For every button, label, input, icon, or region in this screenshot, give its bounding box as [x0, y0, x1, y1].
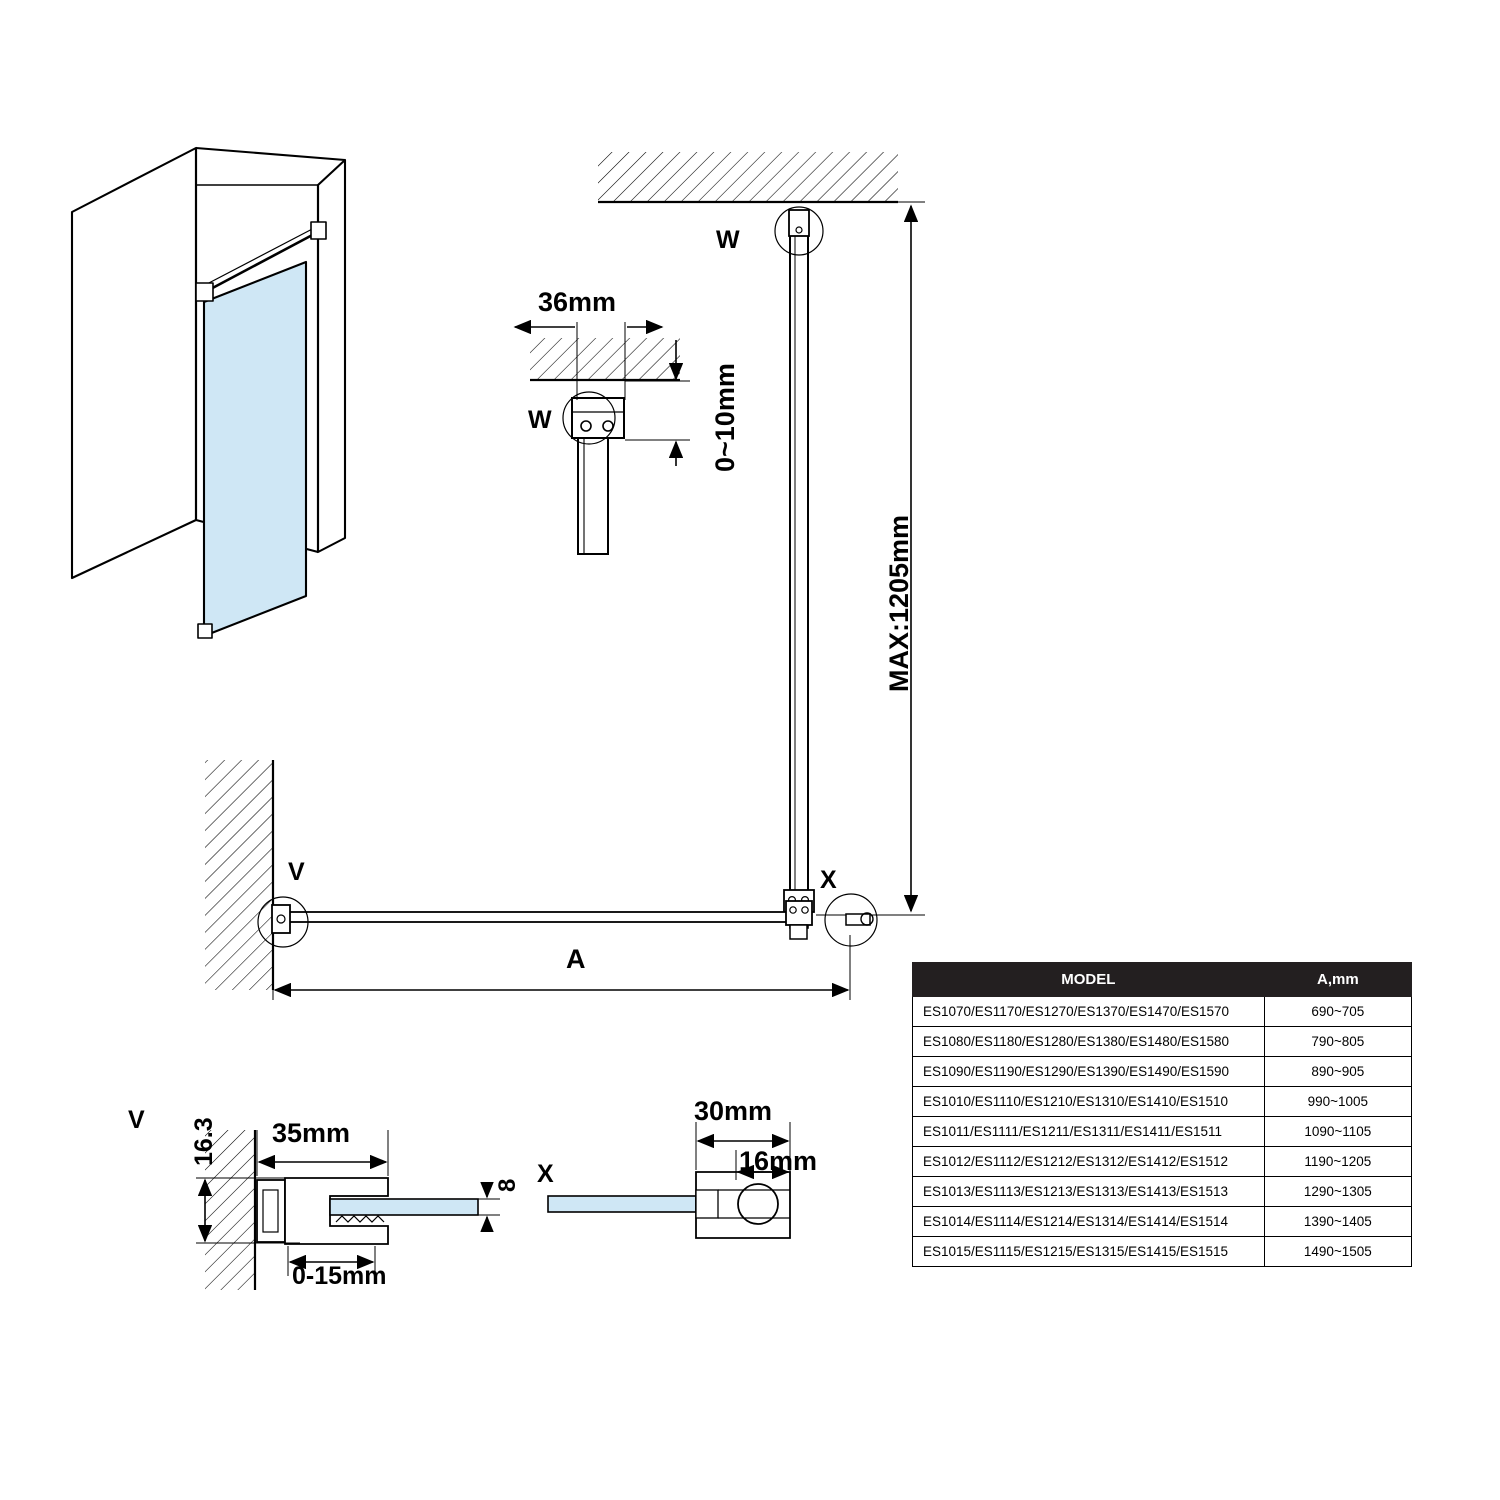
callout-v-plan: V	[288, 858, 305, 886]
table-row	[913, 1147, 1412, 1177]
dimension-30mm: 30mm	[694, 1096, 773, 1126]
plan-view	[205, 760, 877, 1000]
dimension-36mm: 36mm	[538, 287, 617, 317]
dimension-16-3: 16.3	[190, 1117, 218, 1166]
table-row	[913, 1237, 1412, 1267]
model-spec-table	[912, 962, 1412, 1267]
callout-w-detail: W	[528, 406, 552, 434]
cell-a-mm: 1190~1205	[1264, 1147, 1411, 1177]
cell-a-mm: 1090~1105	[1264, 1117, 1411, 1147]
cell-a-mm: 1390~1405	[1264, 1207, 1411, 1237]
cell-a-mm: 690~705	[1264, 997, 1411, 1027]
table-row	[913, 1027, 1412, 1057]
glass-section-v	[330, 1199, 478, 1215]
cell-a-mm: 890~905	[1264, 1057, 1411, 1087]
dimension-35mm: 35mm	[272, 1118, 351, 1148]
dimension-gap-0-10mm: 0~10mm	[710, 363, 740, 472]
cell-a-mm: 1290~1305	[1264, 1177, 1411, 1207]
cell-model: ES1010/ES1110/ES1210/ES1310/ES1410/ES1510	[913, 1087, 1265, 1117]
x-detail-view	[548, 1122, 790, 1238]
dimension-max-height: MAX:1205mm	[884, 514, 914, 692]
cell-model: ES1011/ES1111/ES1211/ES1311/ES1411/ES1511	[913, 1117, 1265, 1147]
dimension-glass-thickness: 8	[494, 1178, 521, 1192]
cell-model: ES1014/ES1114/ES1214/ES1314/ES1414/ES1514	[913, 1207, 1265, 1237]
callout-x-plan: X	[820, 866, 837, 894]
elevation-view	[598, 152, 925, 928]
column-header-a: A,mm	[1264, 963, 1411, 997]
dimension-0-15mm: 0-15mm	[292, 1262, 387, 1290]
cell-model: ES1090/ES1190/ES1290/ES1390/ES1490/ES1590	[913, 1057, 1265, 1087]
glass-panel-iso	[204, 262, 306, 636]
cell-a-mm: 790~805	[1264, 1027, 1411, 1057]
cell-model: ES1080/ES1180/ES1280/ES1380/ES1480/ES1580	[913, 1027, 1265, 1057]
table-row	[913, 1087, 1412, 1117]
dimension-a-letter: A	[566, 944, 586, 974]
glass-section-x	[548, 1196, 696, 1212]
cell-model: ES1015/ES1115/ES1215/ES1315/ES1415/ES1515	[913, 1237, 1265, 1267]
cell-model: ES1012/ES1112/ES1212/ES1312/ES1412/ES1512	[913, 1147, 1265, 1177]
table-row	[913, 997, 1412, 1027]
callout-v-detail: V	[128, 1106, 145, 1134]
cell-a-mm: 1490~1505	[1264, 1237, 1411, 1267]
table-row	[913, 1207, 1412, 1237]
column-header-model: MODEL	[913, 963, 1265, 997]
table-row	[913, 1057, 1412, 1087]
cell-model: ES1013/ES1113/ES1213/ES1313/ES1413/ES1513	[913, 1177, 1265, 1207]
callout-w-elevation: W	[716, 226, 740, 254]
dimension-16mm: 16mm	[739, 1146, 818, 1176]
cell-a-mm: 990~1005	[1264, 1087, 1411, 1117]
table-header-row	[913, 963, 1412, 997]
table-row	[913, 1177, 1412, 1207]
table-row	[913, 1117, 1412, 1147]
glass-panel-plan	[285, 912, 793, 922]
cell-model: ES1070/ES1170/ES1270/ES1370/ES1470/ES1570	[913, 997, 1265, 1027]
isometric-view	[72, 148, 345, 638]
w-detail-view	[515, 322, 690, 554]
callout-x-detail: X	[537, 1160, 554, 1188]
